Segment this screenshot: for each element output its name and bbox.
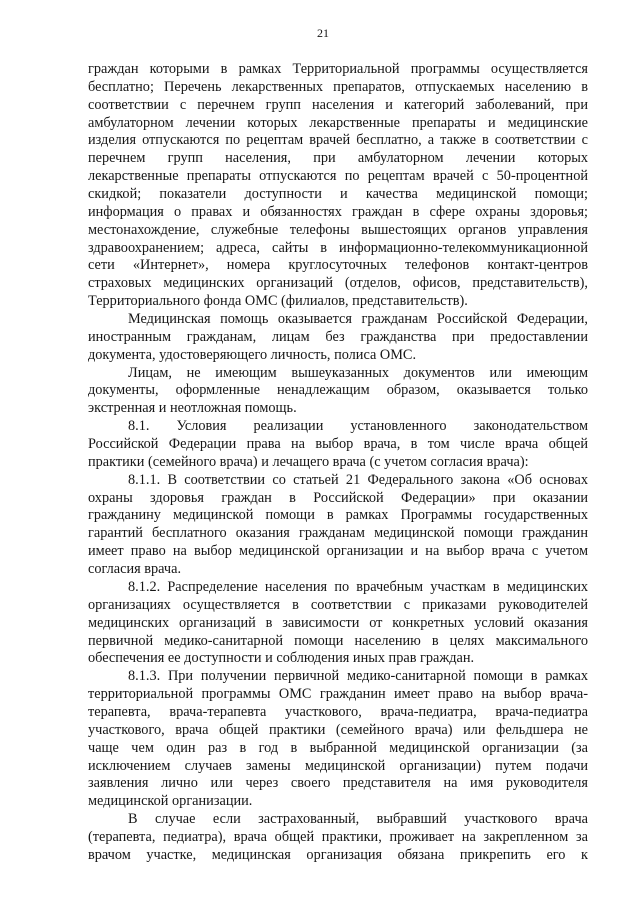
text-line: перечнем групп населения, при амбулаторном лечении которых	[88, 150, 588, 167]
text-line: В случае если застрахованный, выбравший участкового врача	[128, 811, 588, 828]
text-line: территориальной программы ОМС гражданин имеет право на выбор врача-	[88, 686, 588, 703]
text-line: заявления лично или через своего представителя на имя руководителя	[88, 775, 588, 792]
text-line: согласия врача.	[88, 561, 182, 578]
text-line: гарантий бесплатного оказания гражданам медицинской помощи гражданин	[88, 525, 588, 542]
text-line: здравоохранением; адреса, сайты в информационно-телекоммуникационной	[88, 239, 588, 256]
text-line: терапевта, врача-терапевта участкового, врача-педиатра, врача-педиатра	[88, 703, 588, 720]
text-line: соответствии с перечнем групп населения и категорий заболеваний, при	[88, 96, 588, 113]
text-line: бесплатно; Перечень лекарственных препаратов, отпускаемых населению в	[88, 78, 588, 95]
text-line: Лицам, не имеющим вышеуказанных документов или имеющим	[128, 364, 588, 381]
text-line: чаще чем один раз в год в выбранной медицинской организации (за	[88, 739, 588, 756]
paragraph	[88, 365, 588, 419]
text-line: лекарственные препараты отпускаются по рецептам врачей с 50-процентной	[88, 168, 588, 185]
text-line: имеет право на выбор медицинской организации и на выбор врача с учетом	[88, 543, 588, 560]
paragraph	[88, 311, 588, 365]
text-line: местонахождение, служебные телефоны вышестоящих органов управления	[88, 221, 588, 238]
text-line: документа, удостоверяющего личность, полиса ОМС.	[88, 346, 417, 363]
text-line: 8.1.1. В соответствии со статьей 21 Федерального закона «Об основах	[128, 471, 588, 488]
text-line: документы, оформленные ненадлежащим образом, оказывается только	[88, 382, 588, 399]
text-line: медицинских организаций в зависимости от конкретных условий оказания	[88, 614, 588, 631]
text-line: практики (семейного врача) и лечащего врача (с учетом согласия врача):	[88, 453, 529, 470]
text-line: Медицинская помощь оказывается гражданам Российской Федерации,	[128, 311, 588, 328]
text-line: 8.1.3. При получении первичной медико-санитарной помощи в рамках	[128, 668, 588, 685]
body-text	[88, 61, 588, 865]
paragraph	[88, 472, 588, 579]
text-line: сети «Интернет», номера круглосуточных телефонов контакт-центров	[88, 257, 588, 274]
text-line: 8.1. Условия реализации установленного законодательством	[128, 418, 588, 435]
text-line: врачом участке, медицинская организация обязана прикрепить его к	[88, 846, 588, 863]
text-line: исключением случаев замены медицинской организации) путем подачи	[88, 757, 588, 774]
paragraph	[88, 418, 588, 472]
text-line: скидкой; показатели доступности и качества медицинской помощи;	[88, 186, 588, 203]
text-line: информация о правах и обязанностях граждан в сфере охраны здоровья;	[88, 203, 588, 220]
text-line: изделия отпускаются по рецептам врачей бесплатно, а также в соответствии с	[88, 132, 588, 149]
text-line: Территориального фонда ОМС (филиалов, представительств).	[88, 293, 468, 310]
paragraph	[88, 668, 588, 811]
text-line: организациях осуществляется в соответствии с приказами руководителей	[88, 596, 588, 613]
text-line: участкового, врача общей практики (семейного врача) или фельдшера не	[88, 721, 588, 738]
text-line: первичной медико-санитарной помощи населению в целях максимального	[88, 632, 588, 649]
text-line: экстренная и неотложная помощь.	[88, 400, 297, 417]
paragraph	[88, 811, 588, 865]
text-line: страховых медицинских организаций (отделов, офисов, представительств),	[88, 275, 588, 292]
text-line: гражданину медицинской помощи в рамках Программы государственных	[88, 507, 588, 524]
paragraph	[88, 579, 588, 668]
text-line: 8.1.2. Распределение населения по врачебным участкам в медицинских	[128, 578, 588, 595]
text-line: охраны здоровья граждан в Российской Федерации» при оказании	[88, 489, 588, 506]
page-number: 21	[317, 26, 329, 40]
text-line: амбулаторном лечении которых лекарственные препараты и медицинские	[88, 114, 588, 131]
text-line: иностранным гражданам, лицам без гражданства при предоставлении	[88, 328, 588, 345]
text-line: Российской Федерации права на выбор врача, в том числе врача общей	[88, 436, 588, 453]
paragraph	[88, 61, 588, 311]
text-line: граждан которыми в рамках Территориальной программы осуществляется	[88, 61, 588, 77]
text-line: (терапевта, педиатра), врача общей практики, проживает на закрепленном за	[88, 828, 588, 845]
text-line: медицинской организации.	[88, 793, 253, 810]
text-line: обеспечения ее доступности и соблюдения иных прав граждан.	[88, 650, 475, 667]
